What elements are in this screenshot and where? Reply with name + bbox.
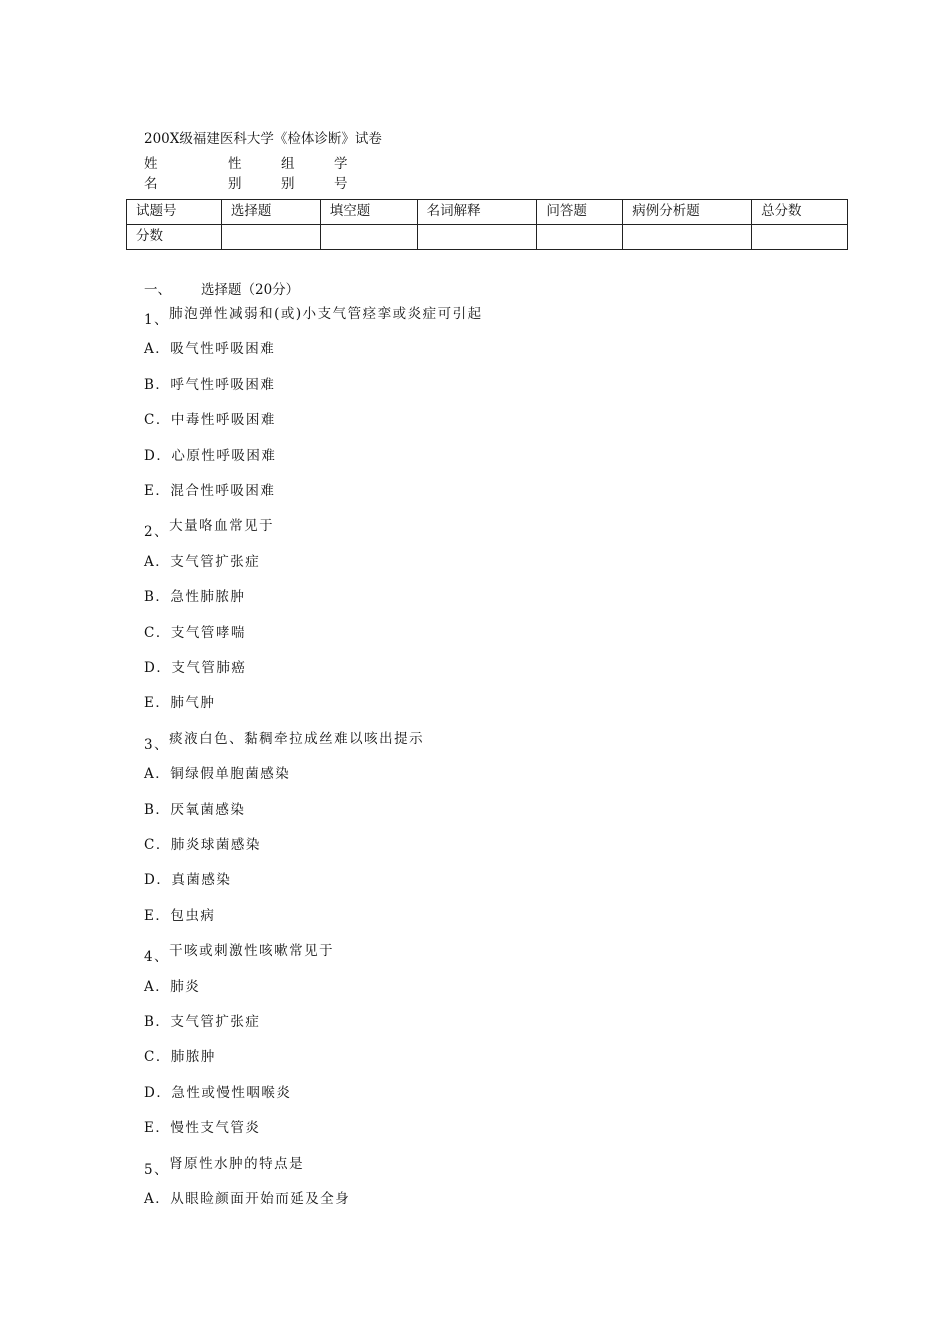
section-number: 一、	[144, 282, 171, 298]
answer-option: A．支气管扩张症	[144, 553, 261, 570]
question-number: 5、	[144, 1161, 170, 1178]
answer-option: A．铜绿假单胞菌感染	[144, 766, 291, 783]
table-cell: 问答题	[537, 200, 623, 225]
question-number: 2、	[144, 524, 170, 541]
table-cell	[320, 225, 417, 250]
answer-option: E．慢性支气管炎	[144, 1120, 261, 1137]
student-id-label: 学号	[334, 156, 348, 192]
name-label: 姓名	[144, 156, 158, 192]
answer-option: D．支气管肺癌	[144, 660, 247, 676]
table-cell: 填空题	[320, 200, 417, 225]
question-text: 肾原性水肿的特点是	[169, 1155, 305, 1172]
question-number: 4、	[144, 949, 170, 966]
answer-option: A．肺炎	[144, 978, 201, 995]
group-label: 组别	[281, 156, 295, 192]
question-number: 1、	[144, 312, 170, 328]
question-stem	[144, 302, 483, 328]
exam-title: 200X级福建医科大学《检体诊断》试卷	[144, 131, 382, 147]
question-stem	[144, 939, 335, 966]
score-table-header-row	[127, 200, 848, 225]
question-text: 痰液白色、黏稠牵拉成丝难以咳出提示	[169, 730, 425, 747]
question-text: 大量咯血常见于	[169, 518, 275, 535]
answer-option: A．从眼睑颜面开始而延及全身	[144, 1191, 351, 1207]
table-cell: 病例分析题	[623, 200, 752, 225]
answer-option: B．急性肺脓肿	[144, 589, 246, 606]
question-text: 干咳或刺激性咳嗽常见于	[169, 943, 335, 960]
question-stem	[144, 727, 425, 753]
answer-option: D．真菌感染	[144, 872, 232, 889]
answer-option: B．呼气性呼吸困难	[144, 376, 276, 393]
answer-option: C．支气管哮喘	[144, 624, 246, 641]
question-number: 3、	[144, 736, 170, 753]
question-text: 肺泡弹性减弱和(或)小支气管痉挛或炎症可引起	[169, 306, 483, 322]
table-cell: 分数	[127, 225, 222, 250]
answer-option: D．急性或慢性咽喉炎	[144, 1084, 292, 1101]
answer-option: B．厌氧菌感染	[144, 801, 246, 818]
score-table-score-row	[127, 225, 848, 250]
answer-option: B．支气管扩张症	[144, 1014, 261, 1030]
answer-option: C．肺脓肿	[144, 1049, 216, 1066]
answer-option: C．肺炎球菌感染	[144, 837, 261, 853]
table-cell	[417, 225, 537, 250]
answer-option: E．包虫病	[144, 907, 216, 924]
answer-option: E．混合性呼吸困难	[144, 483, 276, 499]
answer-option: E．肺气肿	[144, 695, 216, 712]
table-cell	[623, 225, 752, 250]
table-cell	[537, 225, 623, 250]
table-cell: 名词解释	[417, 200, 537, 225]
answer-option: C．中毒性呼吸困难	[144, 412, 276, 429]
table-cell: 试题号	[127, 200, 222, 225]
question-stem	[144, 1152, 305, 1178]
table-cell	[221, 225, 320, 250]
section-heading	[144, 278, 300, 298]
table-cell	[752, 225, 848, 250]
score-table	[126, 199, 848, 250]
gender-label: 性别	[228, 156, 242, 192]
answer-option: A．吸气性呼吸困难	[144, 341, 276, 358]
answer-option: D．心原性呼吸困难	[144, 447, 277, 464]
table-cell: 选择题	[221, 200, 320, 225]
section-title: 选择题（20分）	[201, 282, 300, 298]
table-cell: 总分数	[752, 200, 848, 225]
question-stem	[144, 514, 275, 541]
